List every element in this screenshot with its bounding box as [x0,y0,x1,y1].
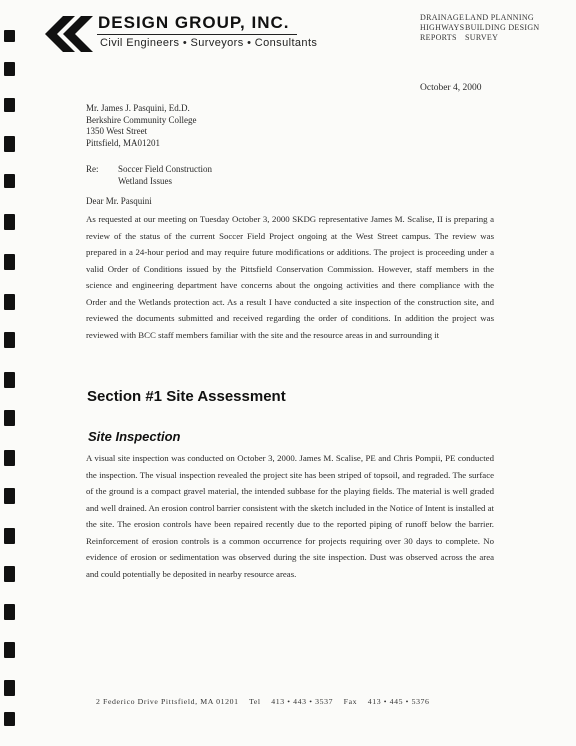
re-label: Re: [86,164,99,174]
site-inspection-paragraph: A visual site inspection was conducted on October 3, 2000. James M. Scalise, PE and Chris Pompii, PE conducted the inspection. The visual inspection revealed the project site has been striped of topsoil, and regraded. The surface of the ground is a compact gravel material, the intended subbase for the playing fields. The material is well graded and well drained. An erosion control barrier consistent with the sketch included in the Notice of Intent is installed at the site. The erosion controls have been repaired recently due to the reported piping of runoff below the barrier. Reinforcement of erosion controls is a common occurrence for projects requiring over 30 days to complete. No evidence of erosion or sedimentation was observed during the site inspection. Dust was observed across the area and could potentially be deposited in nearby resource areas. [86,453,494,579]
service-item: HIGHWAYS [420,23,465,32]
address-line: 1350 West Street [86,126,148,136]
footer-tel-label: Tel [249,697,261,706]
letter-date: October 4, 2000 [420,83,482,93]
intro-paragraph: As requested at our meeting on Tuesday October 3, 2000 SKDG representative James M. Scalise, II is preparing a review of the status of the current Soccer Field Project ongoing at the West Street campus. The review was prepared in a 24-hour period and may require future modifications or additions. The project is proceeding under a valid Order of Conditions issued by the Pittsfield Conservation Commission. However, staff members in the science and engineering department have concerns about the ongoing activities and there compliance with the Order and the Wetlands protection act. As a result I have conducted a site inspection of the construction site, and reviewed the documents submitted and received regarding the order of conditions. In addition the project was reviewed with BCC staff members familiar with the site and the resource areas in and surrounding it [86,214,494,340]
section-heading: Section #1 Site Assessment [87,388,286,405]
footer-contact [96,697,438,706]
service-item: DRAINAGE [420,13,465,22]
address-line: Berkshire Community College [86,114,197,125]
service-item: SURVEY [465,33,499,42]
company-tagline: Civil Engineers • Surveyors • Consultants [100,37,318,49]
subject-line: Wetland Issues [118,175,173,186]
recipient-address [86,103,197,149]
salutation: Dear Mr. Pasquini [86,196,152,206]
subject-line: Soccer Field Construction [118,164,212,174]
services-list-2 [465,13,540,43]
subsection-heading: Site Inspection [88,429,181,444]
service-item: REPORTS [420,33,457,42]
footer-address: 2 Federico Drive Pittsfield, MA 01201 [96,697,239,706]
company-name: DESIGN GROUP, INC. [98,13,290,32]
letterhead-rule [97,34,297,35]
binding-edge-marks [0,0,24,746]
footer-fax-label: Fax [343,697,358,706]
company-logo [45,16,93,52]
service-item: BUILDING DESIGN [465,23,540,32]
footer-fax: 413 • 445 • 5376 [367,697,430,706]
subject-lines [118,164,212,187]
address-line: Pittsfield, MA01201 [86,137,161,148]
service-item: LAND PLANNING [465,13,535,22]
services-list-1 [420,13,464,43]
address-line: Mr. James J. Pasquini, Ed.D. [86,103,190,113]
footer-tel: 413 • 443 • 3537 [271,697,334,706]
